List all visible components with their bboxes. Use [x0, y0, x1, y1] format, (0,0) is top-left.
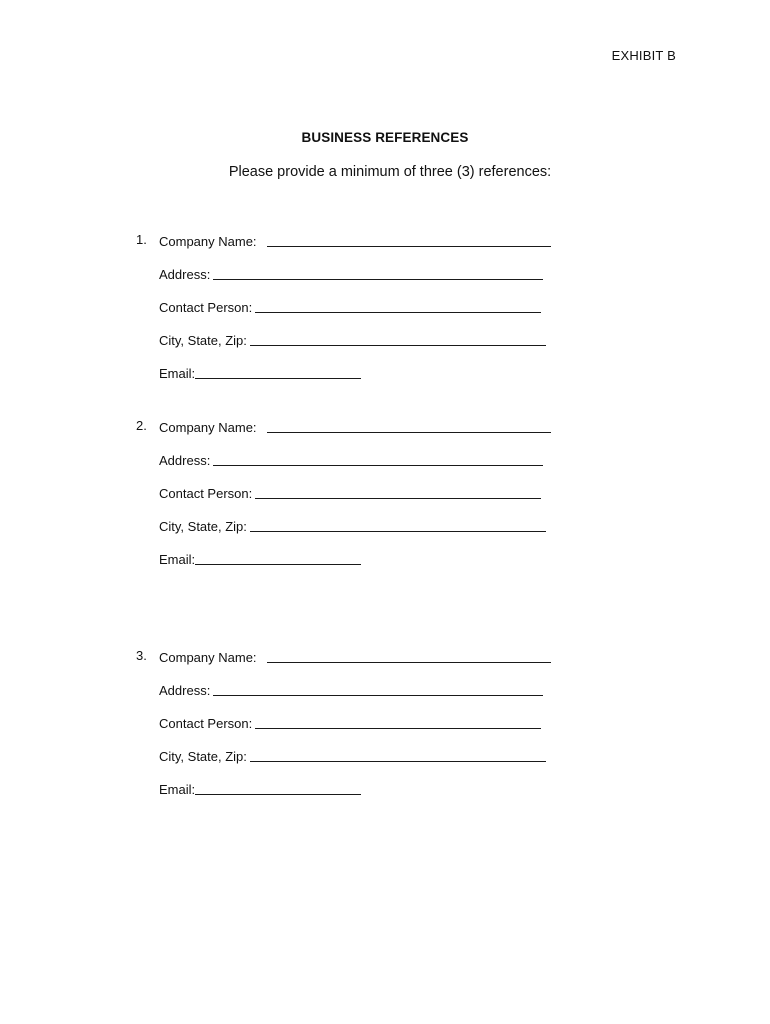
email-label: Email:: [159, 366, 196, 381]
address-input-line[interactable]: [213, 695, 543, 696]
address-label: Address:: [159, 453, 211, 468]
address-input-line[interactable]: [213, 279, 543, 280]
city-state-zip-field: [159, 517, 546, 535]
reference-number: 1.: [136, 232, 147, 247]
city-state-zip-input-line[interactable]: [250, 345, 546, 346]
company-name-input-line[interactable]: [267, 246, 551, 247]
company-name-field: [159, 648, 551, 666]
city-state-zip-input-line[interactable]: [250, 531, 546, 532]
address-field: [159, 681, 543, 699]
city-state-zip-input-line[interactable]: [250, 761, 546, 762]
email-field: [159, 550, 361, 568]
city-state-zip-label: City, State, Zip:: [159, 333, 247, 348]
reference-block-1: [0, 232, 770, 402]
contact-person-label: Contact Person:: [159, 486, 253, 501]
contact-person-label: Contact Person:: [159, 716, 253, 731]
company-name-label: Company Name:: [159, 234, 257, 249]
address-label: Address:: [159, 267, 211, 282]
page-title: BUSINESS REFERENCES: [301, 130, 469, 145]
company-name-field: [159, 232, 551, 250]
city-state-zip-label: City, State, Zip:: [159, 749, 247, 764]
contact-person-input-line[interactable]: [255, 312, 541, 313]
email-input-line[interactable]: [195, 794, 361, 795]
address-field: [159, 451, 543, 469]
contact-person-input-line[interactable]: [255, 728, 541, 729]
email-field: [159, 780, 361, 798]
company-name-label: Company Name:: [159, 650, 257, 665]
email-input-line[interactable]: [195, 378, 361, 379]
company-name-field: [159, 418, 551, 436]
contact-person-field: [159, 298, 541, 316]
company-name-label: Company Name:: [159, 420, 257, 435]
reference-number: 3.: [136, 648, 147, 663]
instructions-text: Please provide a minimum of three (3) references:: [228, 164, 552, 180]
address-field: [159, 265, 543, 283]
city-state-zip-field: [159, 747, 546, 765]
contact-person-label: Contact Person:: [159, 300, 253, 315]
reference-number: 2.: [136, 418, 147, 433]
contact-person-field: [159, 714, 541, 732]
address-input-line[interactable]: [213, 465, 543, 466]
exhibit-label: EXHIBIT B: [611, 48, 676, 63]
email-label: Email:: [159, 782, 196, 797]
company-name-input-line[interactable]: [267, 662, 551, 663]
city-state-zip-label: City, State, Zip:: [159, 519, 247, 534]
contact-person-field: [159, 484, 541, 502]
reference-block-3: [0, 648, 770, 818]
city-state-zip-field: [159, 331, 546, 349]
email-input-line[interactable]: [195, 564, 361, 565]
email-field: [159, 364, 361, 382]
email-label: Email:: [159, 552, 196, 567]
address-label: Address:: [159, 683, 211, 698]
company-name-input-line[interactable]: [267, 432, 551, 433]
reference-block-2: [0, 418, 770, 588]
contact-person-input-line[interactable]: [255, 498, 541, 499]
